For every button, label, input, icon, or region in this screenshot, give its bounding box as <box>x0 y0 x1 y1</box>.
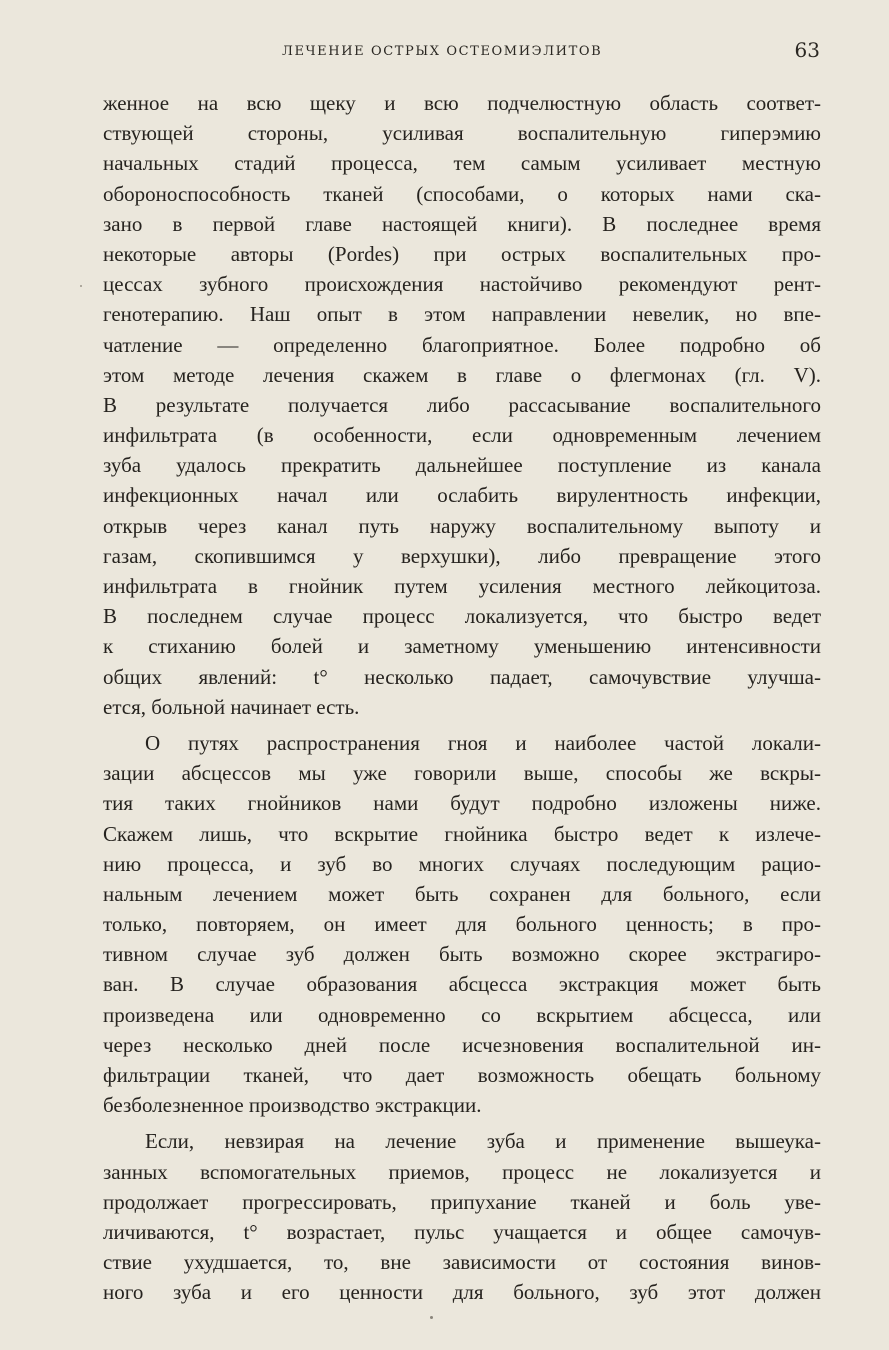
text-line: фильтрации тканей, что дает возможность обещать больному <box>103 1063 821 1087</box>
text-line: Если, невзирая на лечение зуба и применение вышеука- <box>145 1129 821 1154</box>
paragraph <box>103 88 821 722</box>
body-text <box>103 88 821 1308</box>
text-line: обороноспособность тканей (способами, о которых нами ска- <box>103 181 821 206</box>
text-line: генотерапию. Наш опыт в этом направлении невелик, но впе- <box>103 302 821 327</box>
text-line: безболезненное производство экстракции. <box>103 1093 482 1118</box>
text-line: некоторые авторы (Pordes) при острых воспалительных про- <box>103 241 821 266</box>
text-line: Скажем лишь, что вскрытие гнойника быстро ведет к излече- <box>103 821 821 846</box>
text-line: ствующей стороны, усиливая воспалительную гиперэмию <box>103 121 821 146</box>
text-line: зано в первой главе настоящей книги). В последнее время <box>103 211 821 236</box>
text-line: тия таких гнойников нами будут подробно изложены ниже. <box>103 791 821 816</box>
text-line: ного зуба и его ценности для больного, зуб этот должен <box>103 1280 821 1305</box>
text-line: общих явлений: t° несколько падает, самочувствие улучша- <box>103 664 821 689</box>
text-line: О путях распространения гноя и наиболее частой локали- <box>145 730 821 755</box>
paper-speck <box>430 1316 433 1319</box>
paragraph <box>103 1126 821 1307</box>
text-line: цессах зубного происхождения настойчиво рекомендуют рент- <box>103 272 821 297</box>
text-line: тивном случае зуб должен быть возможно скорее экстрагиро- <box>103 942 821 967</box>
text-line: открыв через канал путь наружу воспалительному выпоту и <box>103 513 821 538</box>
text-line: личиваются, t° возрастает, пульс учащается и общее самочув- <box>103 1219 821 1244</box>
text-line: к стиханию болей и заметному уменьшению интенсивности <box>103 634 821 659</box>
text-line: занных вспомогательных приемов, процесс не локализуется и <box>103 1159 821 1184</box>
text-line: газам, скопившимся у верхушки), либо превращение этого <box>103 543 821 568</box>
text-line: нальным лечением может быть сохранен для больного, если <box>103 881 821 906</box>
text-line: начальных стадий процесса, тем самым усиливает местную <box>103 151 821 176</box>
text-line: инфильтрата (в особенности, если одновременным лечением <box>103 423 821 448</box>
text-line: В последнем случае процесс локализуется, что быстро ведет <box>103 604 821 629</box>
page-header <box>100 40 820 70</box>
text-line: женное на всю щеку и всю подчелюстную область соответ- <box>103 91 821 115</box>
paragraph <box>103 728 821 1120</box>
text-line: нию процесса, и зуб во многих случаях последующим рацио- <box>103 851 821 876</box>
text-line: зации абсцессов мы уже говорили выше, способы же вскры- <box>103 761 821 786</box>
text-line: ван. В случае образования абсцесса экстракция может быть <box>103 972 821 997</box>
text-line: В результате получается либо рассасывание воспалительного <box>103 392 821 417</box>
text-line: продолжает прогрессировать, припухание тканей и боль уве- <box>103 1189 821 1214</box>
text-line: чатление — определенно благоприятное. Более подробно об <box>103 332 821 357</box>
text-line: произведена или одновременно со вскрытием абсцесса, или <box>103 1002 821 1027</box>
page-number: 63 <box>794 38 820 62</box>
paper-speck <box>80 285 82 287</box>
text-line: ствие ухудшается, то, вне зависимости от состояния винов- <box>103 1250 821 1275</box>
text-line: инфильтрата в гнойник путем усиления местного лейкоцитоза. <box>103 574 821 598</box>
text-line: через несколько дней после исчезновения воспалительной ин- <box>103 1032 821 1057</box>
text-line: только, повторяем, он имеет для больного ценность; в про- <box>103 912 821 937</box>
text-line: зуба удалось прекратить дальнейшее поступление из канала <box>103 453 821 478</box>
text-line: этом методе лечения скажем в главе о флегмонах (гл. V). <box>103 362 821 387</box>
text-line: ется, больной начинает есть. <box>103 694 360 719</box>
running-head: ЛЕЧЕНИЕ ОСТРЫХ ОСТЕОМИЭЛИТОВ <box>282 44 603 59</box>
text-line: инфекционных начал или ослабить вирулентность инфекции, <box>103 483 821 508</box>
